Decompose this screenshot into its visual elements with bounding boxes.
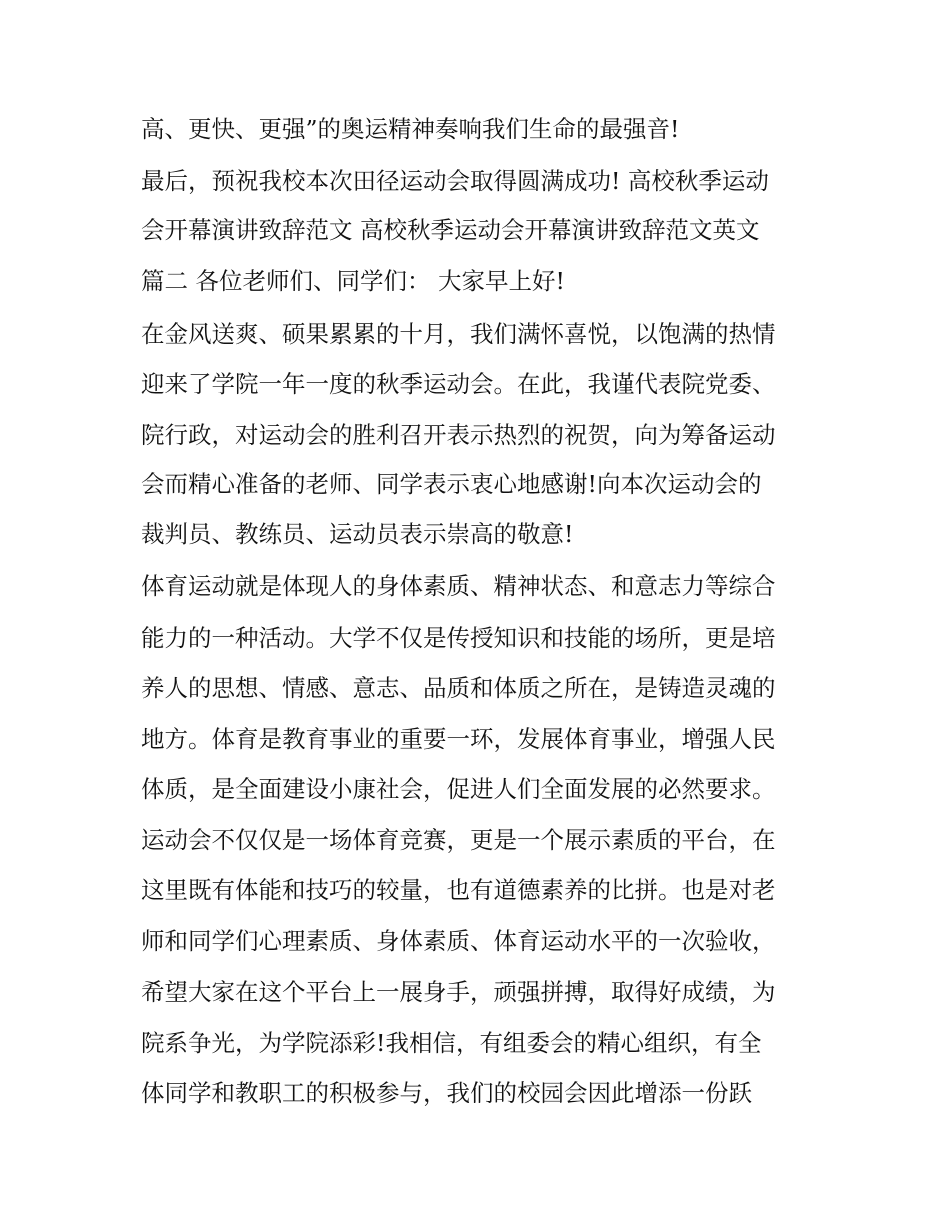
text-line: 体同学和教职工的积极参与，我们的校园会因此增添一份跃 bbox=[141, 1079, 752, 1107]
text-line: 在金风送爽、硕果累累的十月，我们满怀喜悦，以饱满的热情 bbox=[141, 320, 776, 348]
text-line: 体育运动就是体现人的身体素质、精神状态、和意志力等综合 bbox=[141, 572, 776, 600]
text-line: 高、更快、更强”的奥运精神奏响我们生命的最强音! bbox=[141, 115, 680, 143]
text-line: 希望大家在这个平台上一展身手，顽强拼搏，取得好成绩，为 bbox=[141, 978, 776, 1006]
text-line: 地方。体育是教育事业的重要一环，发展体育事业，增强人民 bbox=[141, 725, 776, 753]
text-line: 体质，是全面建设小康社会，促进人们全面发展的必然要求。 bbox=[141, 775, 776, 803]
text-line: 最后，预祝我校本次田径运动会取得圆满成功! 高校秋季运动 bbox=[141, 167, 769, 195]
text-line: 这里既有体能和技巧的较量，也有道德素养的比拼。也是对老 bbox=[141, 876, 776, 904]
text-line: 养人的思想、情感、意志、品质和体质之所在，是铸造灵魂的 bbox=[141, 674, 776, 702]
text-line: 能力的一种活动。大学不仅是传授知识和技能的场所，更是培 bbox=[141, 624, 776, 652]
text-line: 院系争光，为学院添彩!我相信，有组委会的精心组织，有全 bbox=[141, 1029, 762, 1057]
text-line: 裁判员、教练员、运动员表示崇高的敬意! bbox=[141, 520, 574, 548]
text-line: 会开幕演讲致辞范文 高校秋季运动会开幕演讲致辞范文英文 bbox=[141, 216, 760, 244]
text-line: 迎来了学院一年一度的秋季运动会。在此，我谨代表院党委、 bbox=[141, 370, 776, 398]
text-line: 师和同学们心理素质、身体素质、体育运动水平的一次验收， bbox=[141, 927, 776, 955]
text-line: 院行政，对运动会的胜利召开表示热烈的祝贺，向为筹备运动 bbox=[141, 421, 776, 449]
text-line: 篇二 各位老师们、同学们： 大家早上好! bbox=[141, 267, 565, 295]
text-line: 会而精心准备的老师、同学表示衷心地感谢!向本次运动会的 bbox=[141, 470, 762, 498]
text-line: 运动会不仅仅是一场体育竞赛，更是一个展示素质的平台，在 bbox=[141, 826, 776, 854]
